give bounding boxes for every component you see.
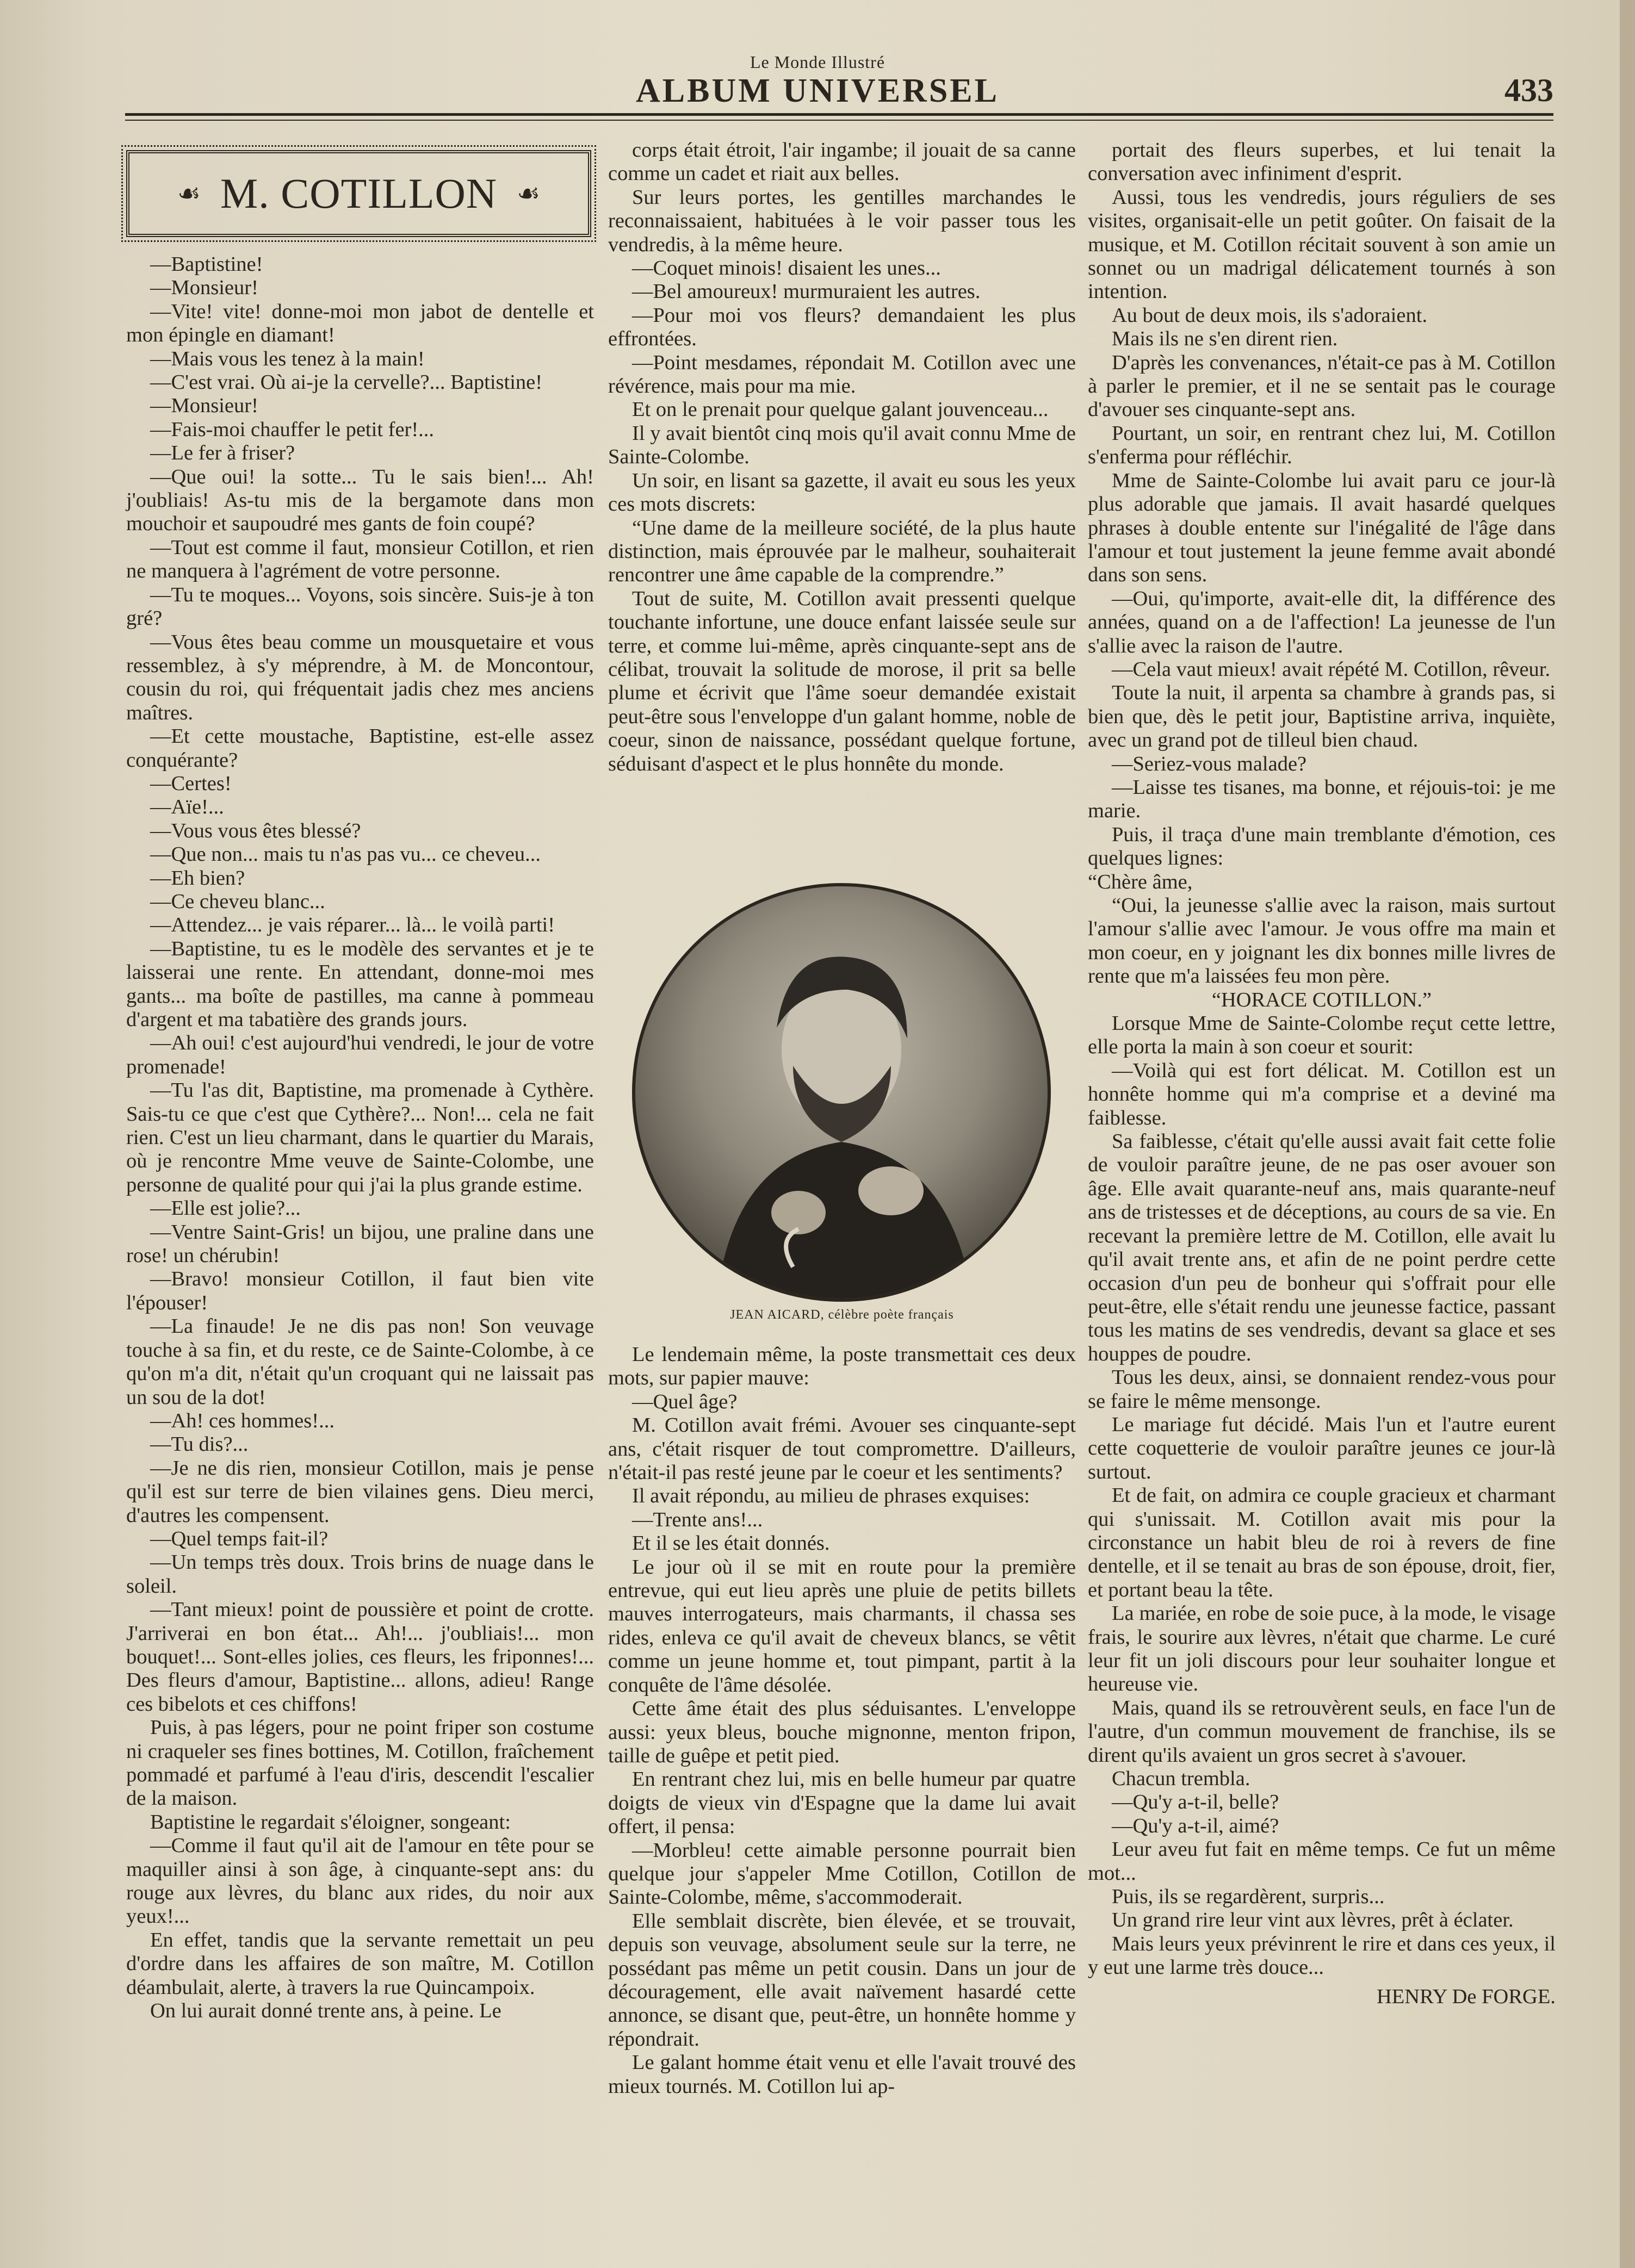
paragraph: —Qu'y a-t-il, belle? (1112, 1791, 1279, 1814)
paragraph: —Fais-moi chauffer le petit fer!... (150, 418, 435, 441)
paragraph: Baptistine le regardait s'éloigner, songeant: (150, 1810, 511, 1834)
paragraph: “HORACE COTILLON.” (1211, 988, 1432, 1011)
paragraph: —Ce cheveu blanc... (150, 890, 325, 913)
paragraph: —Que oui! la sotte... Tu le sais bien!... Ah! j'oubliais! As-tu mis de la bergamote dans mon mouchoir et saupoudré mes gants de foin coupé? (126, 465, 594, 536)
paragraph: —Ah! ces hommes!... (150, 1409, 335, 1432)
paragraph: “Une dame de la meilleure société, de la plus haute distinction, mais éprouvée par le malheur, souhaiterait rencontrer une âme capable de la comprendre.” (608, 516, 1076, 587)
paragraph: On lui aurait donné trente ans, à peine. Le (150, 1999, 501, 2023)
paragraph: —Coquet minois! disaient les unes... (632, 257, 941, 280)
text-column-2-bottom (608, 1343, 1076, 2098)
paragraph: Mais ils ne s'en dirent rien. (1112, 327, 1338, 351)
paragraph: —Aïe!... (150, 796, 224, 819)
header-title: ALBUM UNIVERSEL (635, 72, 1000, 109)
paragraph: —Quel temps fait-il? (150, 1527, 329, 1550)
paragraph: Tout de suite, M. Cotillon avait pressenti quelque touchante infortune, une douce enfant laissée seule sur terre, et comme lui-même, après cinquante-sept ans de célibat, trouvait la solitude de morose, il prit sa belle plume et écrivit que l'âme soeur demandée existait peut-être sous l'enveloppe d'un galant homme, noble de coeur, sinon de naissance, possédant quelque fortune, séduisant d'aspect et le plus honnête du monde. (608, 587, 1076, 775)
paragraph: —C'est vrai. Où ai-je la cervelle?... Baptistine! (150, 371, 543, 394)
paragraph: —Que non... mais tu n'as pas vu... ce cheveu... (150, 843, 541, 866)
paragraph: “Chère âme, (1088, 870, 1193, 893)
paragraph: —Pour moi vos fleurs? demandaient les plus effrontées. (608, 303, 1076, 351)
paragraph: M. Cotillon avait frémi. Avouer ses cinquante-sept ans, c'était risquer de tout compromettre. D'ailleurs, n'était-il pas resté jeune par le coeur et les sentiments? (608, 1414, 1076, 1484)
paragraph: —Tu dis?... (150, 1433, 249, 1456)
paragraph: —Bravo! monsieur Cotillon, il faut bien vite l'épouser! (126, 1267, 594, 1314)
paragraph: Mme de Sainte-Colombe lui avait paru ce jour-là plus adorable que jamais. Il avait hasardé quelques phrases à double entente sur l'inégalité de l'âge dans l'amour et tout justement la jeune femme avait abondé dans son sens. (1088, 469, 1556, 587)
paragraph: —Morbleu! cette aimable personne pourrait bien quelque jour s'appeler Mme Cotillon, Cotillon de Sainte-Colombe, même, s'accommoderait. (608, 1838, 1076, 1909)
paragraph: —Comme il faut qu'il ait de l'amour en tête pour se maquiller ainsi à son âge, à cinquante-sept ans: du rouge aux lèvres, du blanc aux rides, du noir aux yeux!... (126, 1834, 594, 1928)
paragraph: Mais, quand ils se retrouvèrent seuls, en face l'un de l'autre, d'un commun mouvement de franchise, ils se dirent qu'ils avaient un gros secret à s'avouer. (1088, 1696, 1556, 1767)
paragraph: —Eh bien? (150, 866, 245, 890)
paragraph: —Bel amoureux! murmuraient les autres. (632, 280, 981, 303)
paragraph: —Tu l'as dit, Baptistine, ma promenade à Cythère. Sais-tu ce que c'est que Cythère?... Non!... cela ne fait rien. C'est un lieu charmant, dans le quartier du Marais, où je rencontre Mme veuve de Sainte-Colombe, une personne de qualité pour qui j'ai la plus grande estime. (126, 1079, 594, 1196)
paragraph: —Monsieur! (150, 394, 258, 418)
paragraph: Il y avait bientôt cinq mois qu'il avait connu Mme de Sainte-Colombe. (608, 421, 1076, 469)
paragraph: En effet, tandis que la servante remettait un peu d'ordre dans les affaires de son maître, M. Cotillon déambulait, alerte, à travers la rue Quincampoix. (126, 1928, 594, 1999)
paragraph: —Mais vous les tenez à la main! (150, 347, 425, 370)
paragraph: —Quel âge? (632, 1390, 738, 1413)
paragraph: —Le fer à friser? (150, 442, 295, 465)
paragraph: —Point mesdames, répondait M. Cotillon avec une révérence, mais pour ma mie. (608, 351, 1076, 398)
article-signature: HENRY De FORGE. (1376, 1985, 1556, 2008)
paragraph: —Tout est comme il faut, monsieur Cotillon, et rien ne manquera à l'agrément de votre personne. (126, 536, 594, 583)
page-spine-shadow (1620, 0, 1635, 2268)
paragraph: Mais leurs yeux prévinrent le rire et dans ces yeux, il y eut une larme très douce... (1088, 1932, 1556, 1979)
paragraph: Sa faiblesse, c'était qu'elle aussi avait fait cette folie de vouloir paraître jeune, de ne pas oser avouer son âge. Elle avait quarante-neuf ans, mais quarante-neuf ans de tristesses et de déceptions, au cours de sa vie. En recevant la première lettre de M. Cotillon, elle avait lu qu'il avait trente ans, et afin de ne point perdre cette occasion d'un peu de bonheur qui s'offrait pour elle peut-être, elle s'était rendu une jeunesse factice, passant tous les matins de ses vendredis, devant sa glace et ses houppes de poudre. (1088, 1130, 1556, 1365)
paragraph: Un soir, en lisant sa gazette, il avait eu sous les yeux ces mots discrets: (608, 469, 1076, 516)
paragraph: —Monsieur! (150, 276, 258, 300)
paragraph: Puis, ils se regardèrent, surpris... (1112, 1885, 1385, 1909)
text-column-1 (126, 253, 594, 2023)
paragraph: Toute la nuit, il arpenta sa chambre à grands pas, si bien que, dès le petit jour, Baptistine arriva, inquiète, avec un grand pot de tilleul bien chaud. (1088, 681, 1556, 752)
paragraph: —Vite! vite! donne-moi mon jabot de dentelle et mon épingle en diamant! (126, 300, 594, 347)
paragraph: —Vous êtes beau comme un mousquetaire et vous ressemblez, à s'y méprendre, à M. de Moncontour, cousin du roi, qui fréquentait jadis chez mes anciens maîtres. (126, 630, 594, 724)
paragraph: —Et cette moustache, Baptistine, est-elle assez conquérante? (126, 725, 594, 772)
paragraph: Tous les deux, ainsi, se donnaient rendez-vous pour se faire le même mensonge. (1088, 1366, 1556, 1413)
paragraph: portait des fleurs superbes, et lui tenait la conversation avec infiniment d'esprit. (1088, 139, 1556, 185)
fleuron-ornament-right: ☙ (517, 179, 541, 208)
article-title-box (126, 150, 591, 237)
paragraph: Chacun trembla. (1112, 1767, 1250, 1791)
paragraph: —Un temps très doux. Trois brins de nuage dans le soleil. (126, 1551, 594, 1598)
paragraph: Sur leurs portes, les gentilles marchandes le reconnaissaient, habituées à le voir passer tous les vendredis, à la même heure. (608, 185, 1076, 256)
portrait-photo (632, 883, 1051, 1302)
paragraph: —Tu te moques... Voyons, sois sincère. Suis-je à ton gré? (126, 583, 594, 630)
paragraph: —Oui, qu'importe, avait-elle dit, la différence des années, quand on a de l'affection! La jeunesse de l'un s'allie avec la raison de l'autre. (1088, 587, 1556, 657)
paragraph: —Cela vaut mieux! avait répété M. Cotillon, rêveur. (1112, 657, 1551, 681)
paragraph: Le jour où il se mit en route pour la première entrevue, qui eut lieu après une pluie de petits billets mauves interrogateurs, mais charmants, il chassa ses rides, enleva ce qu'il avait de cheveux blancs, se vêtit comme un jeune homme et, tout pimpant, partit à la conquête de l'âme désolée. (608, 1555, 1076, 1697)
paragraph: Elle semblait discrète, bien élevée, et se trouvait, depuis son veuvage, absolument seule sur la terre, ne possédant pas même un petit cousin. Dans un jour de découragement, elle avait naïvement hasardé cette annonce, se disant que, peut-être, un honnête homme y répondrait. (608, 1909, 1076, 2050)
paragraph: —Elle est jolie?... (150, 1197, 301, 1220)
paragraph: —Qu'y a-t-il, aimé? (1112, 1814, 1279, 1837)
paragraph: —Baptistine, tu es le modèle des servantes et je te laisserai une rente. En attendant, donne-moi mes gants... ma boîte de pastilles, ma canne à pommeau d'argent et ma tabatière des grands jours. (126, 937, 594, 1031)
header-rule-thick (125, 113, 1553, 116)
paragraph: Au bout de deux mois, ils s'adoraient. (1112, 303, 1428, 327)
fleuron-ornament-left: ☙ (177, 179, 201, 208)
paragraph: Et on le prenait pour quelque galant jouvenceau... (632, 398, 1049, 421)
paragraph: Le mariage fut décidé. Mais l'un et l'autre eurent cette coquetterie de vouloir paraître jeunes ce jour-là surtout. (1088, 1413, 1556, 1483)
header-subtitle: Le Monde Illustré (750, 52, 885, 72)
paragraph: —Tant mieux! point de poussière et point de crotte. J'arriverai en bon état... Ah!... j'oubliais!... mon bouquet!... Sont-elles jolies, ces fleurs, les friponnes!... Des fleurs d'amour, Baptistine... allons, adieu! Range ces bibelots et ces chiffons! (126, 1598, 594, 1716)
paragraph: Pourtant, un soir, en rentrant chez lui, M. Cotillon s'enferma pour réfléchir. (1088, 421, 1556, 469)
paragraph: —Laisse tes tisanes, ma bonne, et réjouis-toi: je me marie. (1088, 775, 1556, 823)
paragraph: —La finaude! Je ne dis pas non! Son veuvage touche à sa fin, et du reste, ce de Sainte-Colombe, à ce qu'on m'a dit, n'était qu'un croquant qui ne laissait pas un sou de la dot! (126, 1315, 594, 1409)
paragraph: —Ventre Saint-Gris! un bijou, une praline dans une rose! un chérubin! (126, 1220, 594, 1267)
paragraph: Et de fait, on admira ce couple gracieux et charmant qui s'unissait. M. Cotillon avait mis pour la circonstance un habit bleu de roi à revers de fine dentelle, et il se tenait au bras de son épouse, droit, fier, et portant beau la tête. (1088, 1484, 1556, 1601)
paragraph: corps était étroit, l'air ingambe; il jouait de sa canne comme un cadet et riait aux belles. (608, 139, 1076, 185)
portrait-illustration (635, 886, 1048, 1298)
paragraph: Puis, il traça d'une main tremblante d'émotion, ces quelques lignes: (1088, 823, 1556, 870)
paragraph: —Voilà qui est fort délicat. M. Cotillon est un honnête homme qui m'a comprise et a deviné ma faiblesse. (1088, 1059, 1556, 1129)
paragraph: La mariée, en robe de soie puce, à la mode, le visage frais, le sourire aux lèvres, n'était que charme. Le curé leur fit un joli discours pour leur souhaiter longue et heureuse vie. (1088, 1602, 1556, 1696)
paragraph: —Baptistine! (150, 253, 263, 276)
paragraph: D'après les convenances, n'était-ce pas à M. Cotillon à parler le premier, et il ne se sentait pas le courage d'avouer ses cinquante-sept ans. (1088, 351, 1556, 421)
portrait-caption: JEAN AICARD, célèbre poète français (730, 1308, 954, 1322)
paragraph: Un grand rire leur vint aux lèvres, prêt à éclater. (1112, 1909, 1514, 1932)
paragraph: Aussi, tous les vendredis, jours réguliers de ses visites, organisait-elle un petit goûter. On faisait de la musique, et M. Cotillon récitait souvent à son amie un sonnet ou un madrigal délicatement tournés à son intention. (1088, 185, 1556, 303)
page-number: 433 (1504, 72, 1553, 108)
article-title: M. COTILLON (220, 170, 498, 217)
paragraph: Lorsque Mme de Sainte-Colombe reçut cette lettre, elle porta la main à son coeur et sourit: (1088, 1012, 1556, 1059)
paragraph: Il avait répondu, au milieu de phrases exquises: (632, 1484, 1030, 1508)
paragraph: En rentrant chez lui, mis en belle humeur par quatre doigts de vieux vin d'Espagne que la dame lui avait offert, il pensa: (608, 1768, 1076, 1838)
paragraph: —Vous vous êtes blessé? (150, 819, 361, 842)
paragraph: —Ah oui! c'est aujourd'hui vendredi, le jour de votre promenade! (126, 1032, 594, 1078)
paragraph: —Trente ans!... (632, 1508, 763, 1531)
paragraph: —Certes! (150, 772, 232, 795)
text-column-3 (1088, 139, 1556, 2009)
paragraph: —Je ne dis rien, monsieur Cotillon, mais je pense qu'il est sur terre de bien vilaines gens. Dieu merci, d'autres les compensent. (126, 1456, 594, 1527)
paragraph: Leur aveu fut fait en même temps. Ce fut un même mot... (1088, 1838, 1556, 1885)
paragraph: Et il se les était donnés. (632, 1532, 830, 1555)
paragraph: —Seriez-vous malade? (1112, 752, 1307, 775)
header-rule-thin (125, 120, 1553, 121)
paragraph: “Oui, la jeunesse s'allie avec la raison, mais surtout l'amour s'allie avec l'amour. Je vous offre ma main et mon coeur, en y joignant les dix bonnes mille livres de rente que m'a laissées feu mon père. (1088, 894, 1556, 988)
paragraph: Le galant homme était venu et elle l'avait trouvé des mieux tournés. M. Cotillon lui ap- (608, 2051, 1076, 2098)
paragraph: Puis, à pas légers, pour ne point friper son costume ni craqueler ses fines bottines, M. Cotillon, fraîchement pommadé et parfumé à l'eau d'iris, descendit l'escalier de la maison. (126, 1716, 594, 1810)
paragraph: —Attendez... je vais réparer... là... le voilà parti! (150, 914, 555, 937)
paragraph: Cette âme était des plus séduisantes. L'enveloppe aussi: yeux bleus, bouche mignonne, menton fripon, taille de guêpe et petit pied. (608, 1697, 1076, 1767)
text-column-2-top (608, 139, 1076, 776)
paragraph: Le lendemain même, la poste transmettait ces deux mots, sur papier mauve: (608, 1343, 1076, 1390)
